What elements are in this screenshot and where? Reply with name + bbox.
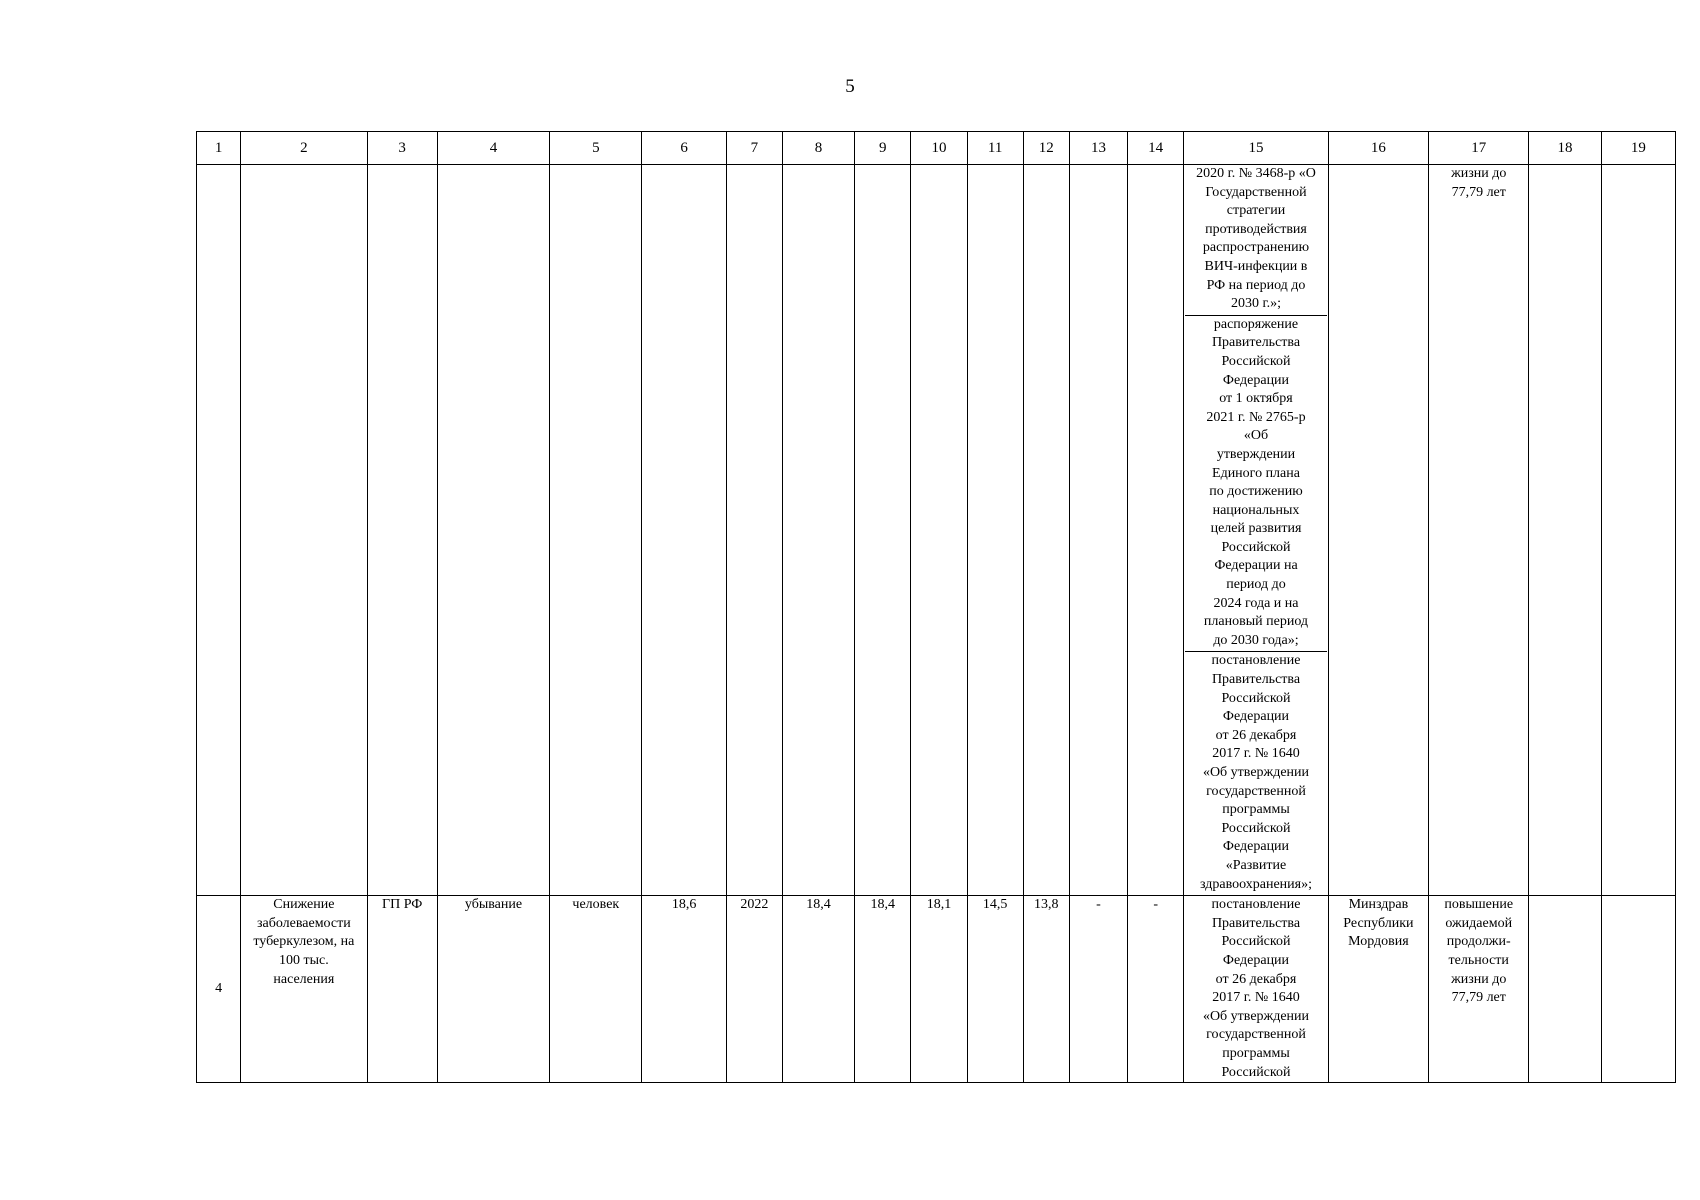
target-value: 18,4 — [782, 896, 854, 1083]
legal-document-entry: распоряжение Правительства Российской Федерации от 1 октября 2021 г. № 2765-р «Об утверждении Единого плана по достижению национальных целей развития Российской Федерации на период до 2024 года и на плановый период до 2030 года»; — [1185, 316, 1326, 653]
goal-cell: повышение ожидаемой продолжи- тельности жизни до 77,79 лет — [1429, 896, 1529, 1083]
column-number: 18 — [1529, 132, 1601, 165]
column-number: 3 — [367, 132, 437, 165]
column-number: 11 — [967, 132, 1023, 165]
table-cell — [550, 165, 642, 896]
continuation-row — [197, 165, 1676, 896]
goal-cell: жизни до 77,79 лет — [1429, 165, 1529, 896]
table-cell — [1128, 165, 1184, 896]
table-cell — [241, 165, 367, 896]
column-number: 15 — [1184, 132, 1328, 165]
table-cell — [197, 165, 241, 896]
column-number: 5 — [550, 132, 642, 165]
table-cell — [726, 165, 782, 896]
base-year: 2022 — [726, 896, 782, 1083]
column-number: 7 — [726, 132, 782, 165]
target-value: 13,8 — [1023, 896, 1069, 1083]
column-number-row — [197, 132, 1676, 165]
page-number: 5 — [845, 76, 855, 97]
column-number: 13 — [1069, 132, 1127, 165]
column-number: 17 — [1429, 132, 1529, 165]
table-cell — [1529, 165, 1601, 896]
legal-document-entry: постановление Правительства Российской Федерации от 26 декабря 2017 г. № 1640 «Об утверждении государственной программы Российской Федерации «Развитие здравоохранения»; — [1199, 653, 1312, 892]
column-number: 8 — [782, 132, 854, 165]
indicator-row-4 — [197, 896, 1676, 1083]
table-cell — [1023, 165, 1069, 896]
column-number: 16 — [1328, 132, 1428, 165]
table-cell — [1601, 165, 1675, 896]
target-value: - — [1069, 896, 1127, 1083]
indicators-table — [196, 131, 1676, 1083]
indicator-source: ГП РФ — [367, 896, 437, 1083]
column-number: 6 — [642, 132, 726, 165]
legal-basis-cell — [1184, 165, 1328, 896]
column-number: 1 — [197, 132, 241, 165]
table-cell — [367, 165, 437, 896]
column-number: 10 — [911, 132, 967, 165]
table-cell — [1529, 896, 1601, 1083]
table-cell — [1601, 896, 1675, 1083]
column-number: 9 — [855, 132, 911, 165]
column-number: 19 — [1601, 132, 1675, 165]
base-value: 18,6 — [642, 896, 726, 1083]
responsible-body: Минздрав Республики Мордовия — [1328, 896, 1428, 1083]
table-cell — [855, 165, 911, 896]
legal-document-entry: 2020 г. № 3468-р «О Государственной стратегии противодействия распространению ВИЧ-инфекции в РФ на период до 2030 г.»; — [1185, 165, 1326, 316]
row-number: 4 — [197, 896, 241, 1083]
target-value: 18,4 — [855, 896, 911, 1083]
table-cell — [437, 165, 549, 896]
table-cell — [967, 165, 1023, 896]
column-number: 14 — [1128, 132, 1184, 165]
indicator-name: Снижение заболеваемости туберкулезом, на 100 тыс. населения — [241, 896, 367, 1083]
target-value: 14,5 — [967, 896, 1023, 1083]
table-cell — [1069, 165, 1127, 896]
indicator-unit: человек — [550, 896, 642, 1083]
indicator-trend: убывание — [437, 896, 549, 1083]
target-value: - — [1128, 896, 1184, 1083]
column-number: 2 — [241, 132, 367, 165]
target-value: 18,1 — [911, 896, 967, 1083]
column-number: 12 — [1023, 132, 1069, 165]
table-cell — [642, 165, 726, 896]
table-cell — [911, 165, 967, 896]
column-number: 4 — [437, 132, 549, 165]
table-cell — [1328, 165, 1428, 896]
table-cell — [782, 165, 854, 896]
legal-basis-cell: постановление Правительства Российской Федерации от 26 декабря 2017 г. № 1640 «Об утверждении государственной программы Российской — [1184, 896, 1328, 1083]
